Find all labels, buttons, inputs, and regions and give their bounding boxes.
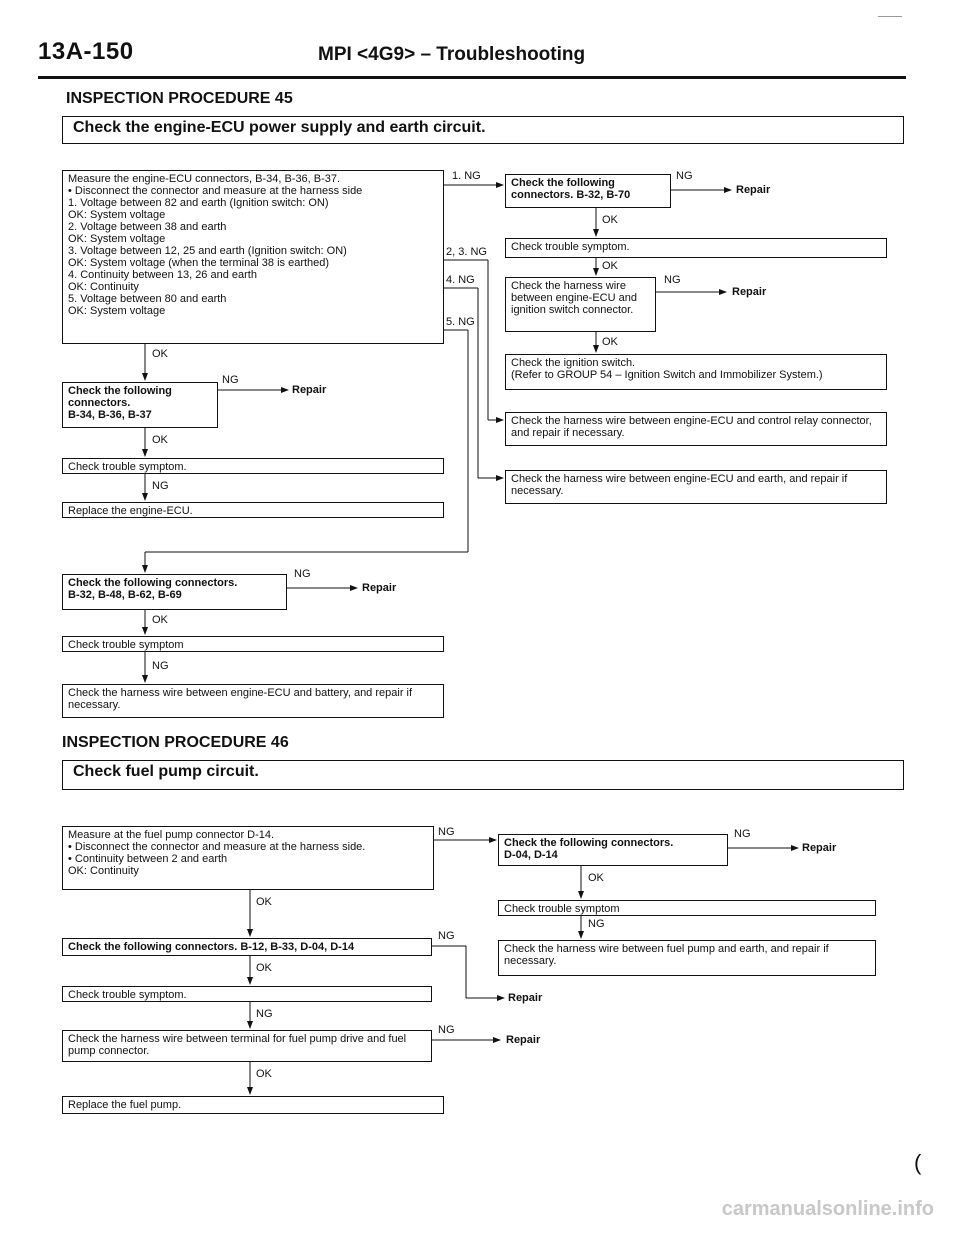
label-ng: NG — [438, 1024, 455, 1036]
label-ng: NG — [256, 1008, 273, 1020]
footer-watermark: carmanualsonline.info — [721, 1198, 934, 1220]
label-ng: NG — [152, 660, 169, 672]
label-ok: OK — [152, 434, 168, 446]
label-4-ng: 4. NG — [446, 274, 475, 286]
p45-trouble-symptom-1: Check trouble symptom. — [62, 458, 444, 474]
p45-trouble-symptom-3: Check trouble symptom — [62, 636, 444, 652]
label-ok: OK — [602, 260, 618, 272]
procedure-46-heading: INSPECTION PROCEDURE 46 — [62, 734, 289, 751]
p45-replace-ecu: Replace the engine-ECU. — [62, 502, 444, 518]
repair-label: Repair — [292, 384, 327, 396]
procedure-46-banner: Check fuel pump circuit. — [62, 760, 904, 790]
repair-label: Repair — [362, 582, 397, 594]
procedure-45-banner: Check the engine-ECU power supply and earth circuit. — [62, 116, 904, 144]
p45-check-connectors-b32-b69: Check the following connectors. B-32, B-48, B-62, B-69 — [62, 574, 287, 610]
p45-check-ignition-switch: Check the ignition switch. (Refer to GROUP 54 – Ignition Switch and Immobilizer System.) — [505, 354, 887, 390]
label-ok: OK — [256, 896, 272, 908]
page-title: MPI <4G9> – Troubleshooting — [318, 44, 586, 65]
page-number: 13A-150 — [38, 38, 134, 65]
label-ng: NG — [588, 918, 605, 930]
label-2-3-ng: 2, 3. NG — [446, 246, 487, 258]
label-ok: OK — [256, 1068, 272, 1080]
label-ng: NG — [438, 826, 455, 838]
label-ok: OK — [256, 962, 272, 974]
p45-harness-earth: Check the harness wire between engine-ECU and earth, and repair if necessary. — [505, 470, 887, 504]
p45-check-connectors-b34: Check the following connectors. B-34, B-36, B-37 — [62, 382, 218, 428]
p46-measure-box: Measure at the fuel pump connector D-14. • Disconnect the connector and measure at the harness side. • Continuity between 2 and earth OK: Continuity — [62, 826, 434, 890]
repair-label: Repair — [508, 992, 543, 1004]
label-ng: NG — [676, 170, 693, 182]
label-ok: OK — [602, 214, 618, 226]
p46-replace-pump: Replace the fuel pump. — [62, 1096, 444, 1114]
p46-harness-pump-drive: Check the harness wire between terminal for fuel pump drive and fuel pump connector. — [62, 1030, 432, 1062]
p45-check-connectors-b32-b70: Check the following connectors. B-32, B-70 — [505, 174, 671, 208]
p46-check-connectors-d04-d14: Check the following connectors. D-04, D-14 — [498, 834, 728, 866]
p46-trouble-symptom-1: Check trouble symptom — [498, 900, 876, 916]
repair-label: Repair — [732, 286, 767, 298]
label-ok: OK — [588, 872, 604, 884]
label-ok: OK — [602, 336, 618, 348]
label-ng: NG — [734, 828, 751, 840]
procedure-45-heading: INSPECTION PROCEDURE 45 — [66, 90, 293, 107]
repair-label: Repair — [802, 842, 837, 854]
repair-label: Repair — [506, 1034, 541, 1046]
label-5-ng: 5. NG — [446, 316, 475, 328]
label-ng: NG — [294, 568, 311, 580]
p45-measure-box: Measure the engine-ECU connectors, B-34, B-36, B-37. • Disconnect the connector and measure at the harness side 1. Voltage between 82 and earth (Ignition switch: ON) OK: System voltage 2. Voltage between 38 and earth OK: System voltage 3. Voltage between 12, 25 and earth (Ignition switch: ON) OK: System voltage (when the terminal 38 is earthed) 4. Continuity between 13, 26 and earth OK: Continuity 5. Voltage between 80 and earth OK: System voltage — [62, 170, 444, 344]
label-1-ng: 1. NG — [452, 170, 481, 182]
p46-trouble-symptom-2: Check trouble symptom. — [62, 986, 432, 1002]
margin-mark: ( — [914, 1150, 922, 1175]
p45-harness-ignition-switch: Check the harness wire between engine-ECU and ignition switch connector. — [505, 277, 656, 332]
p46-check-connectors-b12: Check the following connectors. B-12, B-33, D-04, D-14 — [62, 938, 432, 956]
p45-harness-control-relay: Check the harness wire between engine-ECU and control relay connector, and repair if necessary. — [505, 412, 887, 446]
label-ok: OK — [152, 614, 168, 626]
label-ng: NG — [664, 274, 681, 286]
p46-harness-pump-earth: Check the harness wire between fuel pump and earth, and repair if necessary. — [498, 940, 876, 976]
label-ok: OK — [152, 348, 168, 360]
repair-label: Repair — [736, 184, 771, 196]
label-ng: NG — [152, 480, 169, 492]
p45-harness-battery: Check the harness wire between engine-ECU and battery, and repair if necessary. — [62, 684, 444, 718]
label-ng: NG — [222, 374, 239, 386]
label-ng: NG — [438, 930, 455, 942]
p45-trouble-symptom-2: Check trouble symptom. — [505, 238, 887, 258]
